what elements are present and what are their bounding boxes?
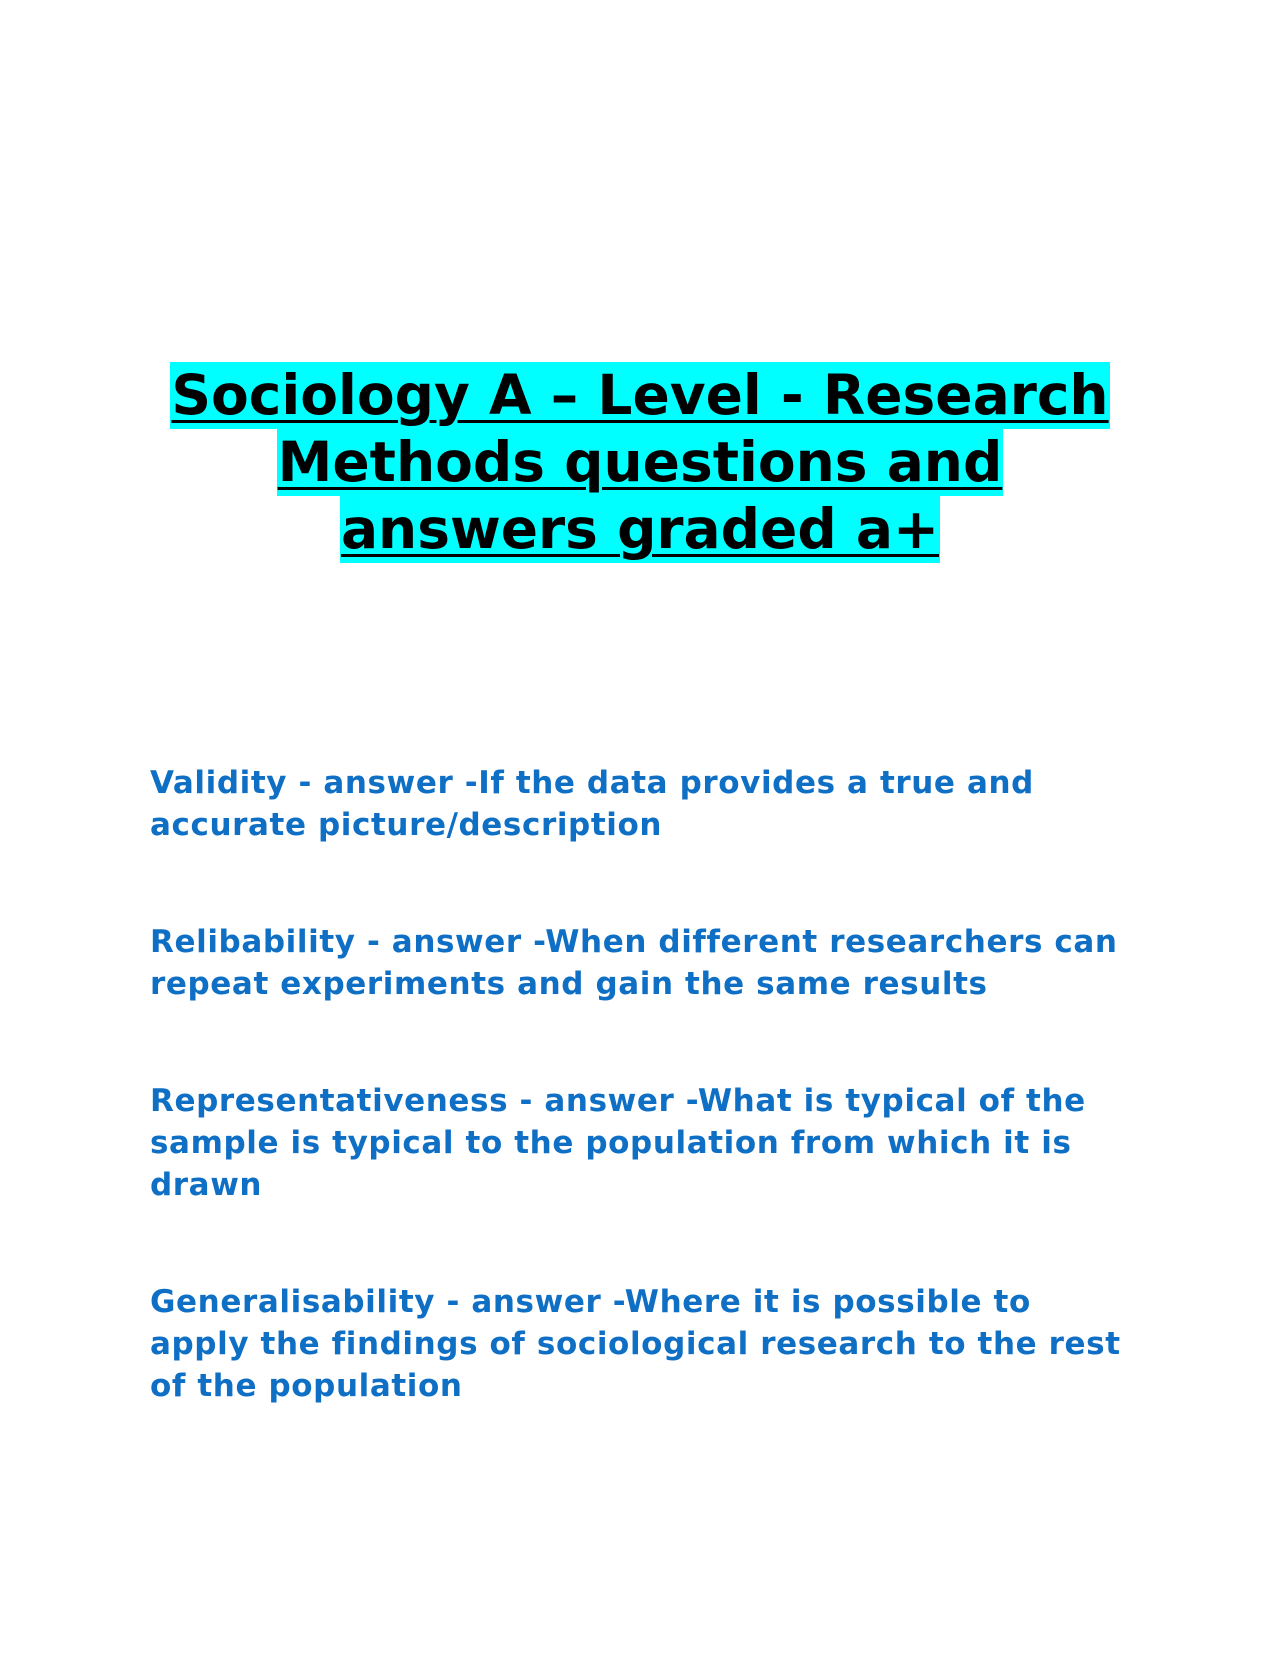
title-line-3: answers graded a+ — [340, 497, 940, 561]
qa-entry-validity: Validity - answer -If the data provides a true and accurate picture/description — [150, 765, 1034, 843]
qa-entry-reliability: Relibability - answer -When different researchers can repeat experiments and gain the same results — [150, 924, 1118, 1002]
qa-entry-representativeness: Representativeness - answer -What is typical of the sample is typical to the population from which it is drawn — [150, 1083, 1086, 1203]
qa-entry-generalisability: Generalisability - answer -Where it is possible to apply the findings of sociological research to the rest of the population — [150, 1284, 1121, 1404]
document-title — [150, 362, 1130, 563]
title-line-2: Methods questions and — [277, 430, 1003, 494]
title-line-1: Sociology A – Level - Research — [171, 363, 1109, 427]
